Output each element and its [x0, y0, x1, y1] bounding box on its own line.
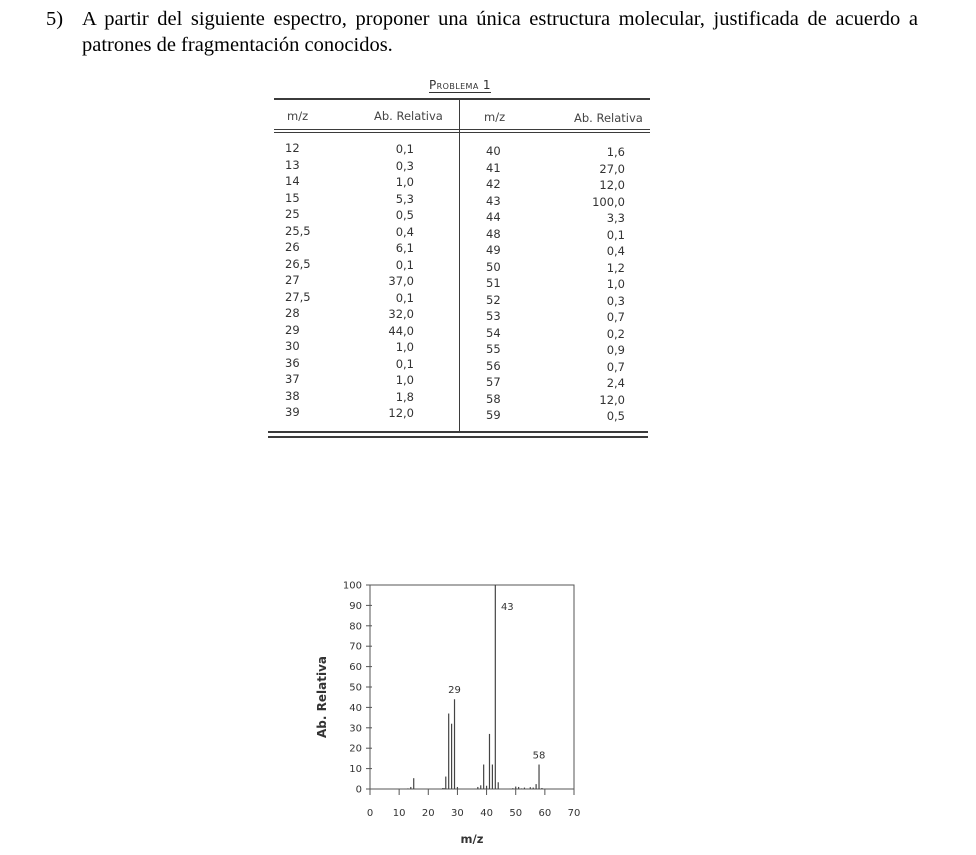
y-tick-label: 60	[349, 662, 362, 674]
question	[46, 6, 918, 58]
right-ab-cell: 0,7	[606, 310, 625, 324]
left-ab-cell: 32,0	[388, 307, 414, 321]
mass-spectrum-chart	[300, 570, 620, 850]
left-mz-cell: 14	[285, 174, 300, 188]
header-ab-left: Ab. Relativa	[374, 109, 443, 123]
y-tick-label: 80	[349, 621, 362, 633]
column-left-ab	[370, 141, 414, 422]
left-mz-cell: 39	[285, 405, 300, 419]
right-mz-cell: 44	[486, 210, 501, 224]
column-right-ab	[575, 144, 625, 425]
question-number: 5)	[46, 8, 64, 30]
y-tick-label: 30	[349, 723, 362, 735]
x-tick-label: 0	[366, 808, 374, 819]
table-title	[370, 78, 550, 92]
left-mz-cell: 28	[285, 306, 300, 320]
x-axis-label: m/z	[460, 832, 484, 846]
table-bottom-rule	[268, 431, 648, 433]
y-tick-label: 0	[355, 784, 362, 796]
right-mz-cell: 41	[486, 160, 501, 175]
left-mz-cell: 12	[285, 141, 300, 155]
left-ab-cell: 1,8	[395, 389, 414, 404]
column-left-mz	[285, 140, 325, 421]
table-column-divider	[459, 99, 460, 432]
header-mz-left: m/z	[287, 109, 309, 123]
header-ab-right: Ab. Relativa	[574, 111, 643, 125]
left-ab-cell: 0,1	[395, 142, 414, 156]
y-tick-label: 10	[349, 764, 362, 776]
header-mz-right: m/z	[484, 110, 506, 124]
table-top-rule	[274, 98, 650, 100]
left-mz-cell: 25	[285, 207, 300, 221]
right-mz-cell: 59	[486, 408, 501, 422]
right-ab-cell: 27,0	[599, 161, 625, 176]
left-ab-cell: 0,1	[395, 257, 414, 272]
left-ab-cell: 37,0	[388, 274, 414, 288]
right-ab-cell: 0,7	[606, 359, 625, 374]
peak-label: 58	[532, 750, 546, 762]
left-mz-cell: 25,5	[285, 223, 311, 238]
right-mz-cell: 50	[486, 259, 501, 274]
left-mz-cell: 37	[285, 372, 300, 386]
left-ab-cell: 6,1	[395, 241, 414, 255]
left-ab-cell: 1,0	[395, 373, 414, 387]
peak-label: 29	[448, 685, 461, 697]
right-mz-cell: 49	[486, 243, 501, 257]
left-mz-cell: 13	[285, 157, 300, 172]
table-header-rule	[274, 129, 650, 130]
right-mz-cell: 48	[486, 226, 501, 241]
x-tick-label: 10	[392, 808, 406, 819]
left-ab-cell: 5,3	[395, 191, 414, 206]
y-tick-label: 90	[349, 600, 362, 612]
right-ab-cell: 12,0	[599, 178, 625, 192]
right-ab-cell: 12,0	[599, 392, 625, 407]
left-mz-cell: 27	[285, 273, 300, 287]
column-right-mz	[486, 143, 516, 424]
table-bottom-rule-2	[268, 436, 648, 438]
left-ab-cell: 44,0	[388, 323, 414, 338]
left-ab-cell: 0,5	[395, 208, 414, 222]
y-tick-label: 70	[349, 641, 362, 653]
right-mz-cell: 42	[486, 177, 501, 191]
right-ab-cell: 0,2	[606, 326, 625, 341]
left-mz-cell: 26	[285, 240, 300, 254]
right-mz-cell: 52	[486, 292, 501, 307]
right-mz-cell: 51	[486, 276, 501, 290]
left-mz-cell: 29	[285, 322, 300, 337]
y-tick-label: 100	[342, 580, 362, 592]
y-tick-label: 40	[349, 702, 362, 714]
y-tick-label: 20	[349, 743, 362, 755]
right-mz-cell: 57	[486, 375, 501, 389]
x-tick-label: 40	[480, 808, 493, 819]
right-ab-cell: 0,4	[606, 244, 625, 258]
left-ab-cell: 12,0	[388, 406, 414, 420]
right-mz-cell: 54	[486, 325, 501, 340]
left-mz-cell: 36	[285, 355, 300, 370]
left-ab-cell: 0,4	[395, 224, 414, 239]
table-title-text: Problema 1	[429, 78, 491, 92]
right-mz-cell: 56	[486, 358, 501, 373]
left-ab-cell: 0,3	[395, 158, 414, 173]
right-mz-cell: 55	[486, 342, 501, 356]
right-ab-cell: 0,1	[606, 227, 625, 242]
right-ab-cell: 3,3	[606, 211, 625, 225]
left-mz-cell: 26,5	[285, 256, 311, 271]
right-mz-cell: 53	[486, 309, 501, 323]
right-mz-cell: 40	[486, 144, 501, 158]
y-tick-label: 50	[349, 682, 362, 694]
left-mz-cell: 30	[285, 339, 300, 353]
x-tick-label: 30	[451, 808, 464, 819]
question-text: A partir del siguiente espectro, proponer una única estructura molecular, justificada de acuerdo a patrones de fragmentación conocidos.	[82, 8, 918, 56]
right-ab-cell: 1,2	[606, 260, 625, 275]
right-ab-cell: 1,0	[606, 277, 625, 291]
x-tick-label: 70	[567, 808, 581, 819]
x-tick-label: 20	[421, 808, 435, 819]
x-tick-label: 50	[509, 808, 523, 819]
left-ab-cell: 0,1	[395, 290, 414, 305]
y-axis-label: Ab. Relativa	[315, 656, 329, 738]
right-ab-cell: 0,5	[606, 409, 625, 423]
right-ab-cell: 2,4	[606, 376, 625, 390]
x-tick-label: 60	[538, 808, 552, 819]
right-mz-cell: 58	[486, 391, 501, 406]
left-ab-cell: 1,0	[395, 175, 414, 189]
left-mz-cell: 38	[285, 388, 300, 403]
right-mz-cell: 43	[486, 193, 501, 208]
left-ab-cell: 0,1	[395, 356, 414, 371]
left-mz-cell: 15	[285, 190, 300, 205]
left-ab-cell: 1,0	[395, 340, 414, 354]
right-ab-cell: 0,3	[606, 293, 625, 308]
right-ab-cell: 1,6	[606, 145, 625, 159]
left-mz-cell: 27,5	[285, 289, 311, 304]
table-header-rule-2	[274, 132, 650, 133]
right-ab-cell: 100,0	[592, 194, 625, 209]
peak-label: 43	[500, 602, 514, 613]
right-ab-cell: 0,9	[606, 343, 625, 357]
